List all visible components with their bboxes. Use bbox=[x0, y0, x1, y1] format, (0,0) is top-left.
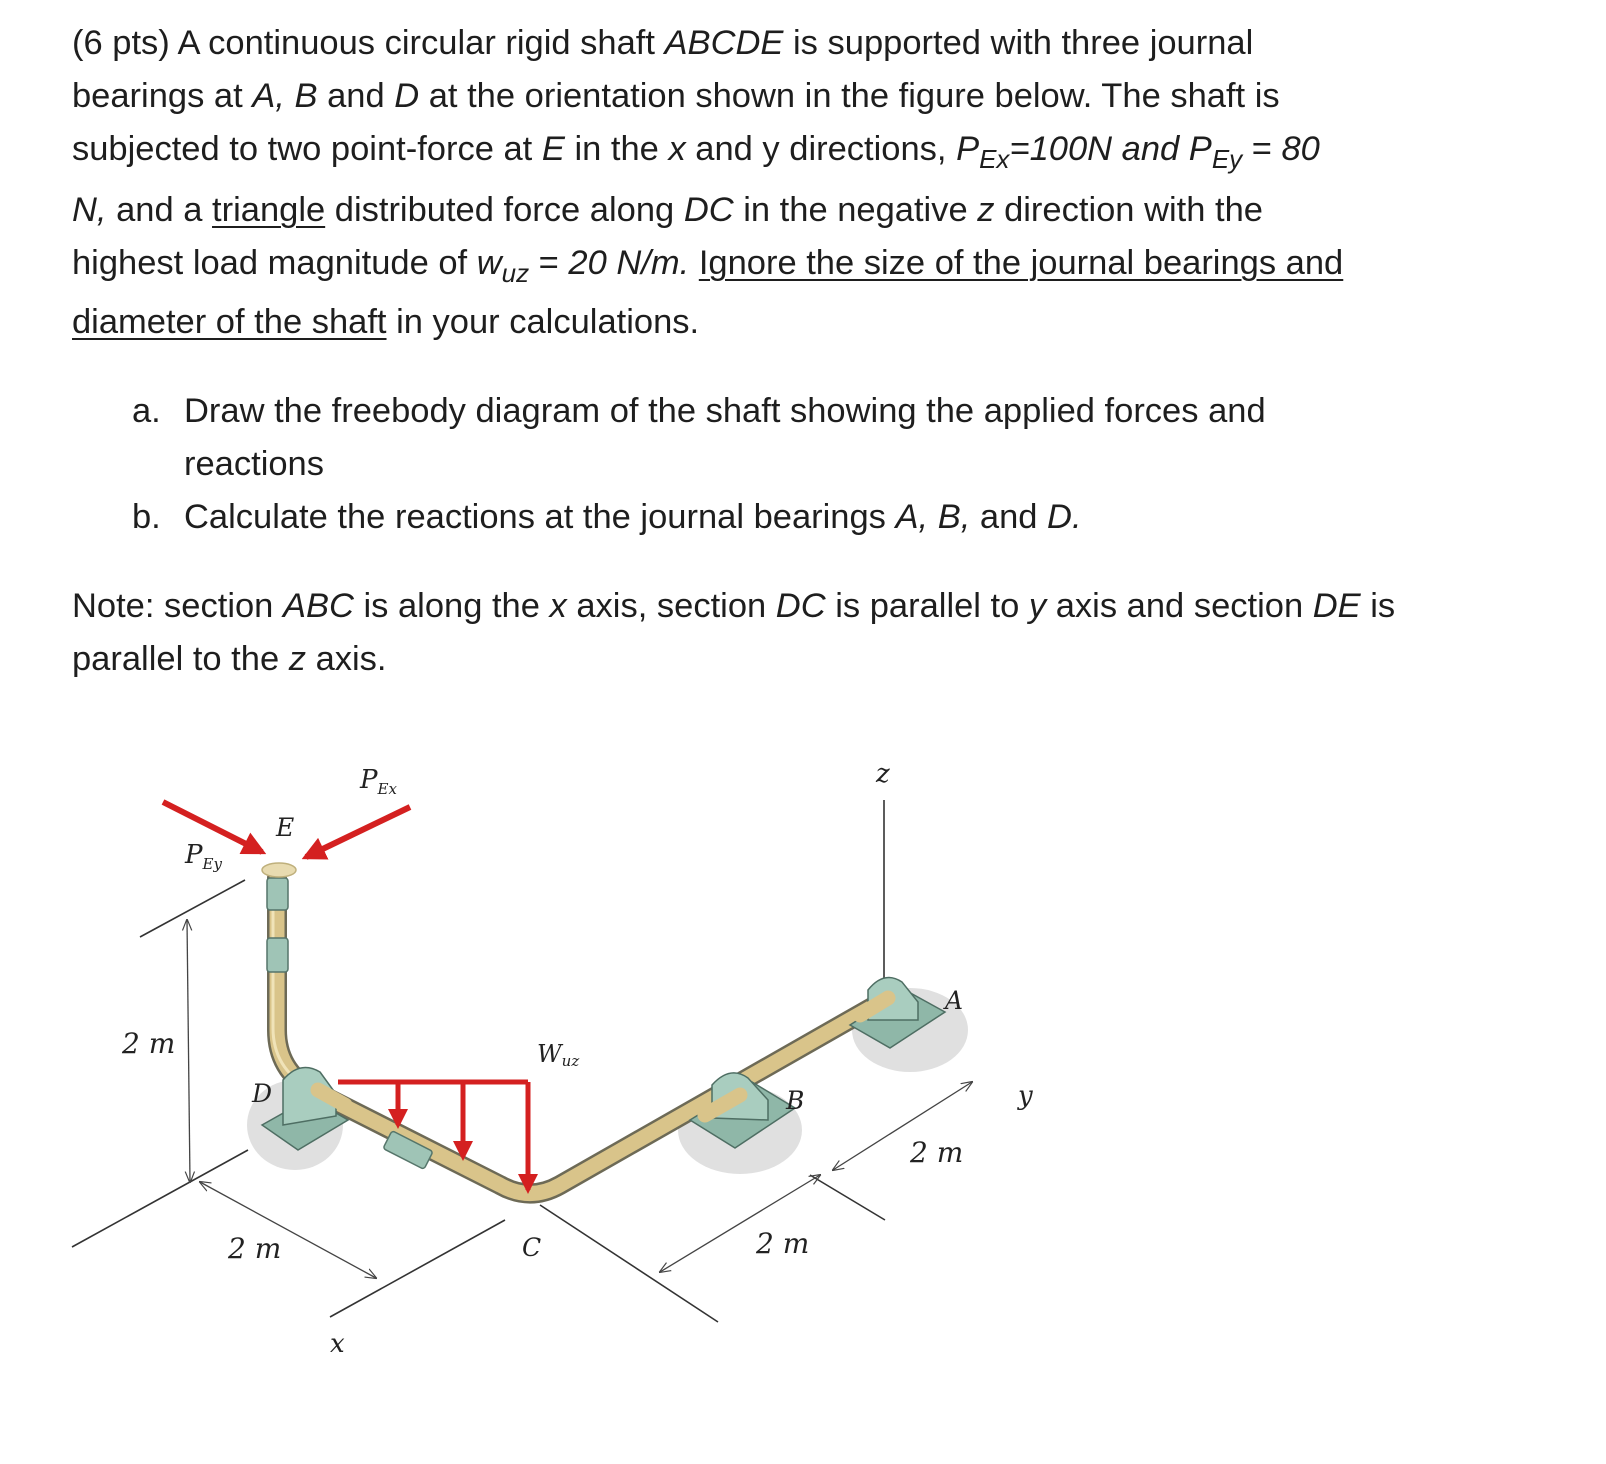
dim-left-label: 2 m bbox=[122, 1027, 176, 1060]
problem-line-4 bbox=[72, 191, 1263, 230]
top-ext-line bbox=[140, 880, 245, 937]
question-a-line-2: reactions bbox=[184, 445, 324, 483]
problem-line-6 bbox=[72, 303, 699, 342]
text-span: A continuous circular rigid shaft bbox=[177, 24, 665, 62]
x-ext-line-left bbox=[72, 1150, 248, 1247]
shaft-end-e bbox=[262, 863, 296, 877]
section-abc: ABC bbox=[282, 587, 354, 625]
text-span: uz bbox=[561, 1052, 580, 1070]
text-span: direction with the bbox=[994, 191, 1263, 229]
diameter-underlined: diameter of the shaft bbox=[72, 303, 387, 341]
section-dc: DC bbox=[775, 587, 826, 625]
coupling-de bbox=[267, 938, 288, 972]
label-pex bbox=[359, 765, 397, 798]
text-span: Note: section bbox=[72, 587, 283, 625]
dim-right-label: 2 m bbox=[910, 1136, 964, 1169]
problem-line-3 bbox=[72, 130, 1320, 174]
text-span: in the bbox=[564, 130, 669, 168]
shaft-label: ABCDE bbox=[664, 24, 784, 62]
bearing-d-label: D bbox=[394, 77, 420, 115]
text-span: = bbox=[529, 244, 569, 282]
text-span: W bbox=[537, 1040, 562, 1068]
pex-symbol bbox=[956, 130, 1243, 174]
x-ext-line-mid bbox=[330, 1220, 505, 1317]
text-span: P bbox=[360, 765, 378, 795]
pex-value: =100N and bbox=[1009, 130, 1189, 168]
question-a-line-1: Draw the freebody diagram of the shaft showing the applied forces and bbox=[184, 392, 1266, 430]
points-label: (6 pts) bbox=[72, 24, 170, 62]
ignore-note-underlined: Ignore the size of the journal bearings and bbox=[698, 244, 1344, 282]
point-e-label: E bbox=[541, 130, 565, 168]
pex-subscript: Ex bbox=[979, 144, 1010, 174]
text-span: and y directions, bbox=[685, 130, 957, 168]
text-span: = bbox=[1242, 130, 1282, 168]
problem-line-1 bbox=[72, 24, 1253, 63]
dim-bottom-right-label: 2 m bbox=[756, 1227, 810, 1260]
label-b: B bbox=[786, 1086, 805, 1115]
unit-n: N, bbox=[72, 191, 107, 229]
text-span: parallel to the bbox=[72, 640, 289, 678]
text-span: distributed force along bbox=[325, 191, 684, 229]
text-span: is along the bbox=[353, 587, 550, 625]
text-span: and bbox=[970, 498, 1048, 536]
shaft-figure bbox=[0, 720, 1100, 1440]
label-y: y bbox=[1018, 1081, 1033, 1111]
x-var: x bbox=[549, 587, 567, 625]
pey-value: 80 bbox=[1281, 130, 1320, 168]
y-var: y bbox=[1028, 587, 1047, 625]
question-a-marker: a. bbox=[132, 392, 161, 430]
bearing-labels: A, B bbox=[252, 77, 318, 115]
text-span: axis, section bbox=[566, 587, 776, 625]
z-var: z bbox=[977, 191, 995, 229]
force-pey-arrow bbox=[163, 802, 262, 852]
force-pex-arrow bbox=[306, 807, 410, 857]
text-span: Ey bbox=[202, 855, 222, 873]
text-span: at the orientation shown in the figure below. The shaft is bbox=[419, 77, 1280, 115]
text-span: P bbox=[1188, 130, 1212, 168]
wuz-subscript: uz bbox=[501, 258, 530, 288]
text-span: highest load magnitude of bbox=[72, 244, 477, 282]
label-e: E bbox=[276, 813, 295, 842]
text-span: and a bbox=[106, 191, 213, 229]
label-wuz bbox=[537, 1040, 579, 1070]
question-b-marker: b. bbox=[132, 498, 161, 536]
z-var: z bbox=[288, 640, 306, 678]
b-ext-line bbox=[810, 1175, 885, 1220]
text-span: is parallel to bbox=[825, 587, 1029, 625]
pey-subscript: Ey bbox=[1211, 144, 1243, 174]
bearing-d-label: D. bbox=[1047, 498, 1082, 536]
question-b-text bbox=[184, 498, 1082, 537]
text-span: in your calculations. bbox=[386, 303, 700, 341]
text-span bbox=[689, 244, 699, 282]
label-a: A bbox=[945, 986, 964, 1015]
dim-arrow-bottom-left bbox=[200, 1182, 376, 1278]
wuz-value: 20 N/m. bbox=[568, 244, 690, 282]
section-de: DE bbox=[1312, 587, 1361, 625]
dim-arrow-left bbox=[187, 920, 190, 1182]
text-span: bearings at bbox=[72, 77, 253, 115]
label-x: x bbox=[330, 1329, 345, 1359]
section-dc: DC bbox=[683, 191, 734, 229]
c-ext-line bbox=[540, 1205, 718, 1322]
bearing-labels: A, B, bbox=[895, 498, 971, 536]
label-z: z bbox=[876, 759, 890, 789]
text-span: and bbox=[317, 77, 395, 115]
text-span: subjected to two point-force at bbox=[72, 130, 542, 168]
coupling-e-top bbox=[267, 878, 288, 910]
text-span: is supported with three journal bbox=[783, 24, 1254, 62]
triangle-underlined: triangle bbox=[212, 191, 326, 229]
problem-line-2 bbox=[72, 77, 1280, 116]
label-c: C bbox=[522, 1233, 542, 1262]
note-line-1 bbox=[72, 587, 1395, 626]
problem-line-5 bbox=[72, 244, 1344, 288]
text-span: axis. bbox=[305, 640, 387, 678]
text-span: P bbox=[185, 840, 203, 870]
label-d: D bbox=[252, 1079, 273, 1108]
wuz-symbol bbox=[476, 244, 530, 288]
label-pey bbox=[184, 840, 222, 873]
text-span: in the negative bbox=[733, 191, 978, 229]
text-span: Calculate the reactions at the journal bearings bbox=[184, 498, 896, 536]
text-span: Ex bbox=[377, 780, 397, 798]
text-span: w bbox=[476, 244, 502, 282]
text-span: is bbox=[1360, 587, 1396, 625]
text-span: P bbox=[956, 130, 980, 168]
text-span: axis and section bbox=[1046, 587, 1313, 625]
x-var: x bbox=[668, 130, 686, 168]
note-line-2 bbox=[72, 640, 387, 679]
dim-bottom-left-label: 2 m bbox=[228, 1232, 282, 1265]
